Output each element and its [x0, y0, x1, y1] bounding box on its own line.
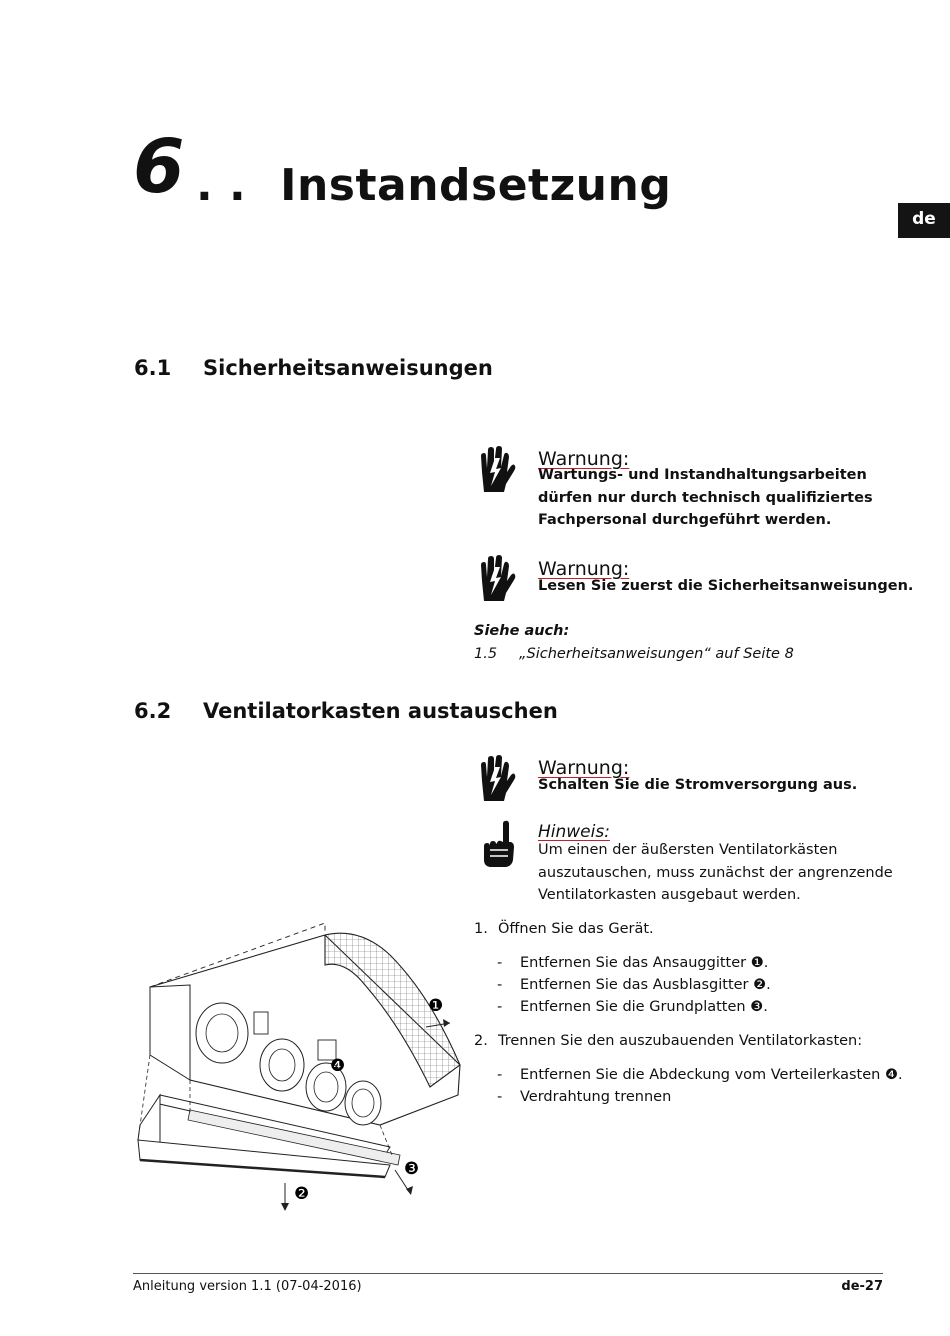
- footer-rule: [133, 1273, 883, 1274]
- sub-bullet: -: [497, 955, 503, 971]
- section-1-title: Sicherheitsanweisungen: [203, 356, 493, 380]
- see-also-label: Siehe auch:: [474, 623, 570, 639]
- pointing-hand-icon: [478, 820, 518, 868]
- callout-2: ❷: [294, 1184, 310, 1204]
- sub-bullet: -: [497, 1089, 503, 1105]
- warning-2-title: Warnung:: [538, 558, 630, 580]
- see-also-ref-number: 1.5: [474, 646, 498, 662]
- section-2-number: 6.2: [134, 699, 172, 723]
- hint-title: Hinweis:: [538, 822, 610, 842]
- warning-1-line: dürfen nur durch technisch qualifiziertes: [538, 489, 873, 506]
- warning-1-line: Fachpersonal durchgeführt werden.: [538, 512, 832, 528]
- chapter-title-text: Instandsetzung: [280, 160, 672, 211]
- sub-bullet: -: [497, 977, 503, 993]
- step-2-sub-1: Entfernen Sie die Abdeckung vom Verteilerkasten ❹.: [520, 1067, 903, 1083]
- language-tab: de: [898, 203, 950, 238]
- callout-4: ❹: [330, 1056, 346, 1076]
- warning-2-text: Lesen Sie zuerst die Sicherheitsanweisungen.: [538, 578, 914, 594]
- step-1-sub-3: Entfernen Sie die Grundplatten ❸.: [520, 999, 768, 1015]
- sub-bullet: -: [497, 1067, 503, 1083]
- callout-3: ❸: [404, 1159, 420, 1179]
- chapter-title: [196, 160, 671, 211]
- step-1-sub-2: Entfernen Sie das Ausblasgitter ❷.: [520, 977, 771, 993]
- step-2-sub-2: Verdrahtung trennen: [520, 1089, 672, 1105]
- hint-line: auszutauschen, muss zunächst der angrenzende: [538, 864, 893, 881]
- electric-hazard-hand-icon: [476, 755, 516, 803]
- fan-box-exploded-illustration: [130, 915, 470, 1215]
- see-also-link[interactable]: „Sicherheitsanweisungen“ auf Seite 8: [519, 646, 794, 662]
- warning-1-line: Wartungs- und Instandhaltungsarbeiten: [538, 467, 867, 483]
- section-1-number: 6.1: [134, 356, 172, 380]
- callout-1: ❶: [428, 996, 444, 1016]
- step-1-sub-1: Entfernen Sie das Ansauggitter ❶.: [520, 955, 769, 971]
- warning-1-text: [538, 464, 873, 532]
- section-2-title: Ventilatorkasten austauschen: [203, 699, 558, 723]
- warning-3-title: Warnung:: [538, 757, 630, 779]
- footer-version: Anleitung version 1.1 (07-04-2016): [133, 1279, 362, 1294]
- step-1-text: Öffnen Sie das Gerät.: [498, 921, 654, 937]
- chapter-dots: . .: [196, 160, 247, 211]
- hint-text: [538, 839, 893, 907]
- hint-line: Ventilatorkasten ausgebaut werden.: [538, 887, 801, 903]
- warning-1-title: Warnung:: [538, 448, 630, 470]
- sub-bullet: -: [497, 999, 503, 1015]
- electric-hazard-hand-icon: [476, 555, 516, 603]
- hint-line: Um einen der äußersten Ventilatorkästen: [538, 842, 838, 858]
- step-1-number: 1.: [474, 921, 488, 937]
- step-2-text: Trennen Sie den auszubauenden Ventilatorkasten:: [498, 1033, 863, 1049]
- page-number: de-27: [841, 1279, 883, 1294]
- warning-3-text: Schalten Sie die Stromversorgung aus.: [538, 777, 858, 793]
- step-2-number: 2.: [474, 1033, 488, 1049]
- chapter-number: 6: [133, 124, 183, 210]
- electric-hazard-hand-icon: [476, 446, 516, 494]
